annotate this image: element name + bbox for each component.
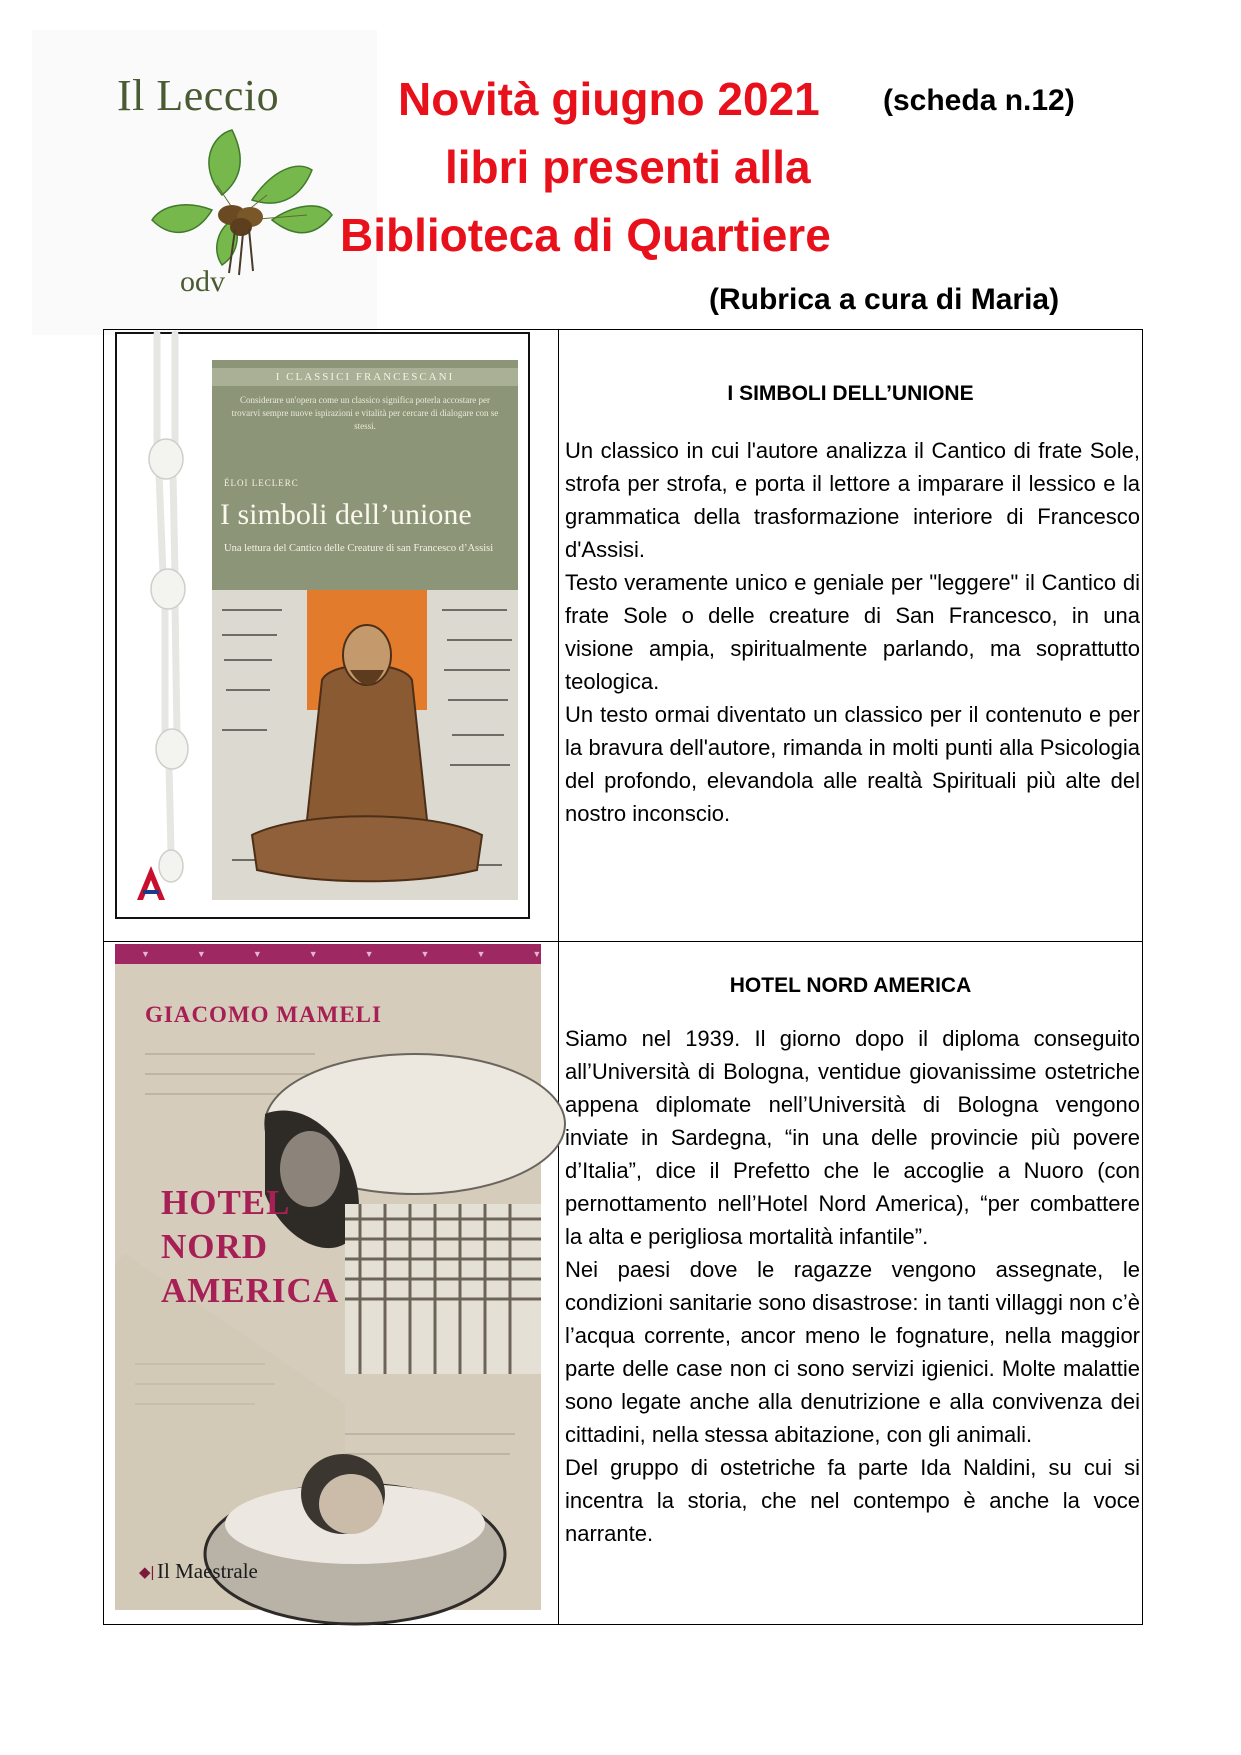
cover-artwork: [212, 590, 518, 900]
saint-francis-illustration: [212, 590, 518, 900]
oak-leaves-icon: [117, 125, 377, 275]
book-cover-cell: [104, 942, 589, 1625]
book-cover-cell: [104, 330, 559, 942]
cover-author: ÉLOI LECLERC: [224, 478, 299, 488]
header-title: Novità giugno 2021: [398, 73, 820, 125]
cover-title-line: AMERICA: [161, 1271, 340, 1310]
cover-author: GIACOMO MAMELI: [145, 1002, 382, 1027]
cover-panel: [212, 360, 518, 900]
publisher-logo-icon: [131, 864, 171, 904]
book-cover-simboli: [115, 332, 530, 919]
cover-top-band: [115, 944, 589, 964]
books-table: [103, 329, 1143, 1625]
book-text-cell: [559, 942, 1143, 1625]
description-paragraph: Siamo nel 1939. Il giorno dopo il diploma conseguito all’Università di Bologna, ventidue giovanissime ostetriche appena diplomate nell’Università di Bologna vengono inviate in Sardegna, “in una delle provincie più povere d’Italia”, dice il Prefetto che le accoglie a Nuoro (con pernottamento nell’Hotel Nord America), “per combattere la alta e perigliosa mortalità infantile”.: [565, 1026, 1140, 1249]
book-title: I SIMBOLI DELL’UNIONE: [727, 382, 974, 405]
cover-title: [161, 1181, 339, 1313]
book-cover-hotel: [115, 944, 589, 1610]
cover-publisher: Il Maestrale: [157, 1559, 258, 1583]
rope-knot-illustration: [135, 334, 205, 894]
logo-subtitle: odv: [180, 265, 225, 298]
book-description: [559, 434, 1142, 830]
description-paragraph: Un testo ormai diventato un classico per il contenuto e per la bravura dell'autore, rimanda in molti punti alla Psicologia del profondo, elevandola alle realtà Spirituali più alte del nostro inconscio.: [565, 702, 1140, 826]
book-text-cell: [559, 330, 1143, 942]
cover-title-line: HOTEL: [161, 1183, 291, 1222]
header-library: Biblioteca di Quartiere: [340, 209, 831, 261]
book-row: [104, 942, 1143, 1625]
cover-title-line: NORD: [161, 1227, 269, 1266]
cover-blurb: Considerare un'opera come un classico significa poterla accostare per trovarvi sempre nuove ispirazioni e vitalità per cercare di dialogare con se stessi.: [231, 395, 499, 431]
logo: [32, 30, 377, 335]
cover-title: I simboli dell’unione: [220, 498, 472, 531]
publisher-mark-icon: ◆|: [139, 1564, 155, 1581]
header-subtitle: libri presenti alla: [445, 141, 811, 193]
logo-title: Il Leccio: [117, 71, 280, 120]
book-row: [104, 330, 1143, 942]
cover-series: I CLASSICI FRANCESCANI: [212, 368, 518, 386]
header-scheda: (scheda n.12): [883, 84, 1075, 117]
header-byline: (Rubrica a cura di Maria): [709, 283, 1060, 316]
cover-subtitle: Una lettura del Cantico delle Creature di san Francesco d’Assisi: [224, 543, 494, 554]
description-paragraph: Nei paesi dove le ragazze vengono assegnate, le condizioni sanitarie sono disastrose: in tanti villaggi non c’è l’acqua corrente, ancor meno le fognature, nella maggior parte delle case non ci sono servizi igienici. Molte malattie sono legate anche alla denutrizione e alla convivenza dei cittadini, nella stessa abitazione, con gli animali.: [565, 1257, 1140, 1447]
book-description: [559, 1022, 1142, 1550]
book-title: HOTEL NORD AMERICA: [729, 974, 972, 997]
description-paragraph: Testo veramente unico e geniale per "leggere" il Cantico di frate Sole o delle creature di San Francesco, in una visione ampia, spiritualmente parlando, ma soprattutto teologica.: [565, 570, 1140, 694]
cover-band-dots: ▼▼▼▼▼▼▼▼: [141, 949, 589, 959]
description-paragraph: Un classico in cui l'autore analizza il Cantico di frate Sole, strofa per strofa, e porta il lettore a imparare il lessico e la grammatica della trasformazione interiore di Francesco d'Assisi.: [565, 438, 1140, 562]
description-paragraph: Del gruppo di ostetriche fa parte Ida Naldini, su cui si incentra la storia, che nel contempo è anche la voce narrante.: [565, 1455, 1140, 1546]
